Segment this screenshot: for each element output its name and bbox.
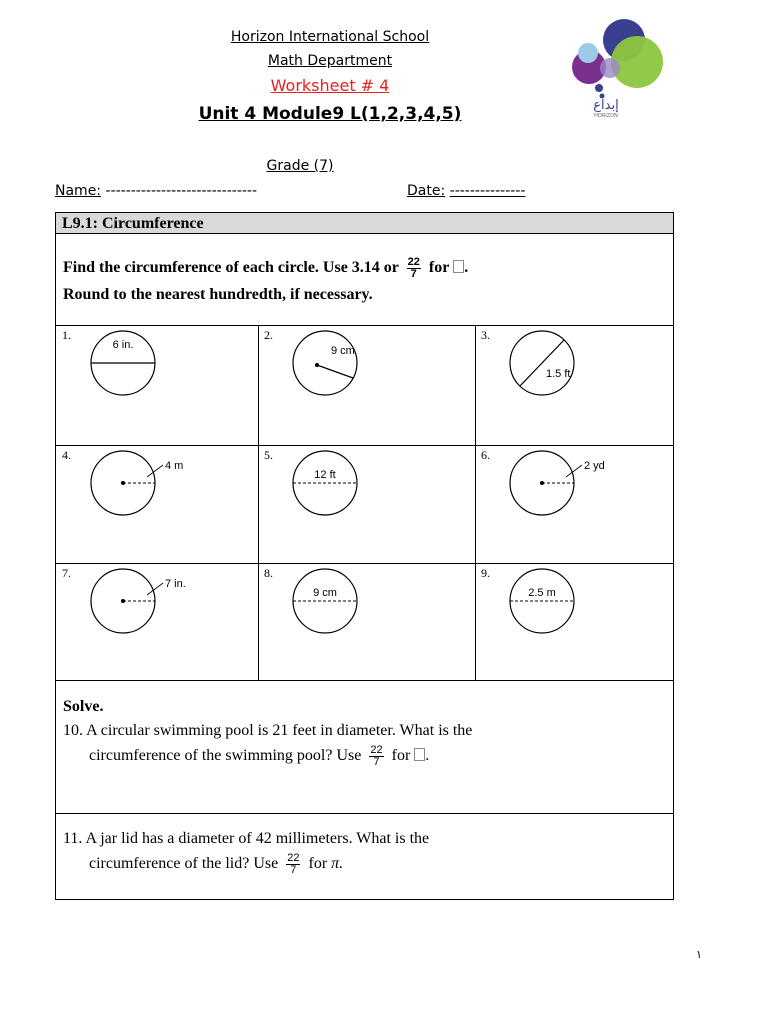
fraction-22-7 — [369, 745, 383, 768]
fraction-22-7 — [286, 853, 300, 876]
grade-label: Grade (7) — [266, 158, 334, 174]
circle-diagram — [78, 327, 188, 407]
answer-line — [151, 563, 256, 564]
question-10-end: . — [425, 747, 430, 765]
missing-symbol-icon — [414, 748, 425, 761]
instruction-line-2: Round to the nearest hundredth, if necessary. — [63, 286, 373, 303]
circle-diagram — [497, 327, 607, 407]
question-11-line-1: 11. A jar lid has a diameter of 42 millimeters. What is the — [63, 830, 430, 847]
logo-bubble-green — [611, 36, 663, 88]
problem-number: 8. — [264, 566, 273, 580]
grid-row-rule — [56, 680, 673, 681]
name-line: ------------------------------ — [105, 183, 258, 199]
pi-symbol: π. — [331, 855, 344, 873]
circle-measurement-label: 2 yd — [584, 460, 605, 472]
logo-subtext: HORIZON — [594, 113, 618, 119]
circle-diagram — [78, 447, 188, 527]
unit-title: Unit 4 Module9 L(1,2,3,4,5) — [198, 104, 462, 124]
answer-line — [151, 445, 256, 446]
circle-diagram — [497, 565, 607, 645]
circle-measurement-label: 6 in. — [112, 339, 134, 351]
circle-measurement-label: 12 ft — [314, 469, 336, 481]
instruction-line-1 — [63, 257, 468, 280]
problem-number: 3. — [481, 328, 490, 342]
instruction-for: for — [428, 259, 450, 277]
answer-line — [570, 445, 671, 446]
instruction-text: Find the circumference of each circle. Use 3.14 or — [63, 259, 399, 277]
question-11-text: circumference of the lid? Use — [89, 855, 279, 873]
problem-number: 5. — [264, 448, 273, 462]
logo-dot-1 — [595, 84, 603, 92]
school-name: Horizon International School — [230, 29, 430, 45]
answer-line — [353, 445, 473, 446]
circle-measurement-label: 9 cm — [313, 587, 337, 599]
question-10-line-2 — [89, 745, 429, 768]
date-field[interactable] — [407, 183, 525, 199]
name-label: Name: — [55, 183, 102, 199]
fraction-denominator: 7 — [290, 864, 297, 876]
logo-bubble-lightblue — [578, 43, 598, 63]
answer-line — [353, 563, 473, 564]
answer-line — [570, 563, 671, 564]
question-11-for: for — [308, 855, 328, 873]
circle-diagram — [280, 565, 390, 645]
question-separator — [56, 813, 673, 814]
grid-column-rule — [258, 325, 259, 680]
circle-diagram — [78, 565, 188, 645]
circle-measurement-label: 4 m — [165, 460, 184, 472]
circle-diagram — [497, 447, 607, 527]
horizon-logo — [566, 18, 676, 123]
fraction-numerator: 22 — [407, 256, 420, 268]
question-10-for: for — [391, 747, 411, 765]
circle-measurement-label: 7 in. — [165, 578, 186, 590]
answer-line — [151, 325, 256, 326]
answer-line — [353, 325, 473, 326]
circle-diagram — [280, 447, 390, 527]
fraction-denominator: 7 — [410, 268, 417, 280]
answer-line — [570, 325, 671, 326]
problem-number: 4. — [62, 448, 71, 462]
logo-arabic: إبداع — [593, 98, 619, 113]
circle-measurement-label: 2.5 m — [528, 587, 556, 599]
solve-heading: Solve. — [63, 698, 104, 715]
grid-column-rule — [475, 325, 476, 680]
worksheet-table — [55, 212, 674, 900]
problem-number: 6. — [481, 448, 490, 462]
question-10-text: circumference of the swimming pool? Use — [89, 747, 362, 765]
circle-measurement-label: 1.5 ft — [546, 368, 571, 380]
question-11-line-2 — [89, 853, 343, 876]
problem-number: 7. — [62, 566, 71, 580]
question-10-line-1: 10. A circular swimming pool is 21 feet in diameter. What is the — [63, 722, 473, 739]
problem-number: 9. — [481, 566, 490, 580]
fraction-numerator: 22 — [370, 744, 383, 756]
name-field[interactable] — [55, 183, 257, 199]
fraction-denominator: 7 — [373, 756, 380, 768]
instruction-period: . — [464, 259, 469, 277]
date-line: --------------- — [449, 183, 526, 199]
problem-number: 1. — [62, 328, 71, 342]
worksheet-title: Worksheet # 4 — [270, 76, 390, 95]
circle-diagram — [280, 327, 390, 407]
date-label: Date: — [407, 183, 446, 199]
logo-bubble-lavender — [600, 58, 620, 78]
problem-number: 2. — [264, 328, 273, 342]
fraction-numerator: 22 — [287, 852, 300, 864]
circle-measurement-label: 9 cm — [331, 345, 355, 357]
missing-symbol-icon — [453, 260, 464, 273]
section-title: L9.1: Circumference — [56, 213, 673, 234]
fraction-22-7 — [407, 257, 421, 280]
page-number: ١ — [696, 949, 702, 961]
department-name: Math Department — [267, 53, 393, 69]
